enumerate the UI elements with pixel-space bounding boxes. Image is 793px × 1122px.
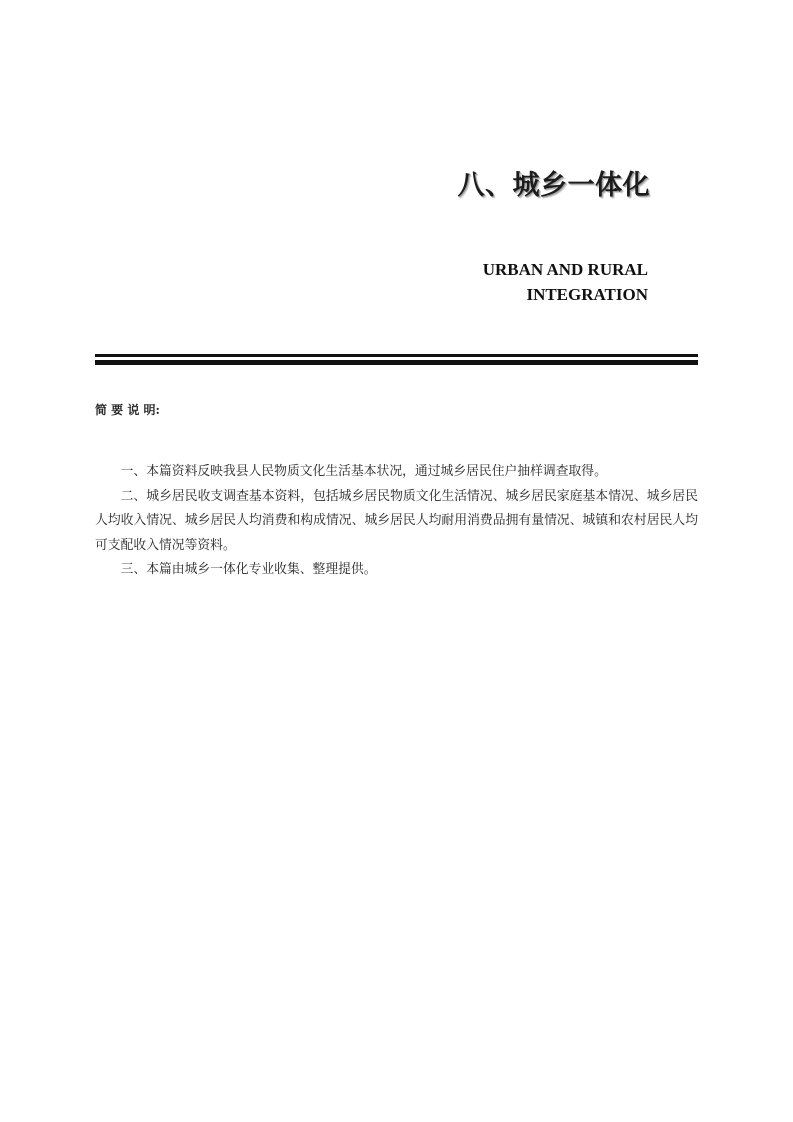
chapter-title-english-line-1: URBAN AND RURAL <box>482 260 648 279</box>
chapter-title-english-line-2: INTEGRATION <box>526 285 648 304</box>
divider-thick-rule <box>95 360 698 365</box>
notes-paragraph-2: 二、城乡居民收支调查基本资料，包括城乡居民物质文化生活情况、城乡居民家庭基本情况、城乡居民人均收入情况、城乡居民人均消费和构成情况、城乡居民人均耐用消费品拥有量情况、城镇和农村居民人均可支配收入情况等资料。 <box>95 488 698 553</box>
notes-body <box>95 460 698 583</box>
notes-heading: 简 要 说 明: <box>95 403 160 417</box>
divider-thin-rule <box>95 354 698 357</box>
notes-paragraph-1: 一、本篇资料反映我县人民物质文化生活基本状况，通过城乡居民住户抽样调查取得。 <box>120 464 607 479</box>
notes-paragraph-3: 三、本篇由城乡一体化专业收集、整理提供。 <box>120 562 377 577</box>
chapter-title-english <box>483 257 648 307</box>
chapter-title-chinese: 八、城乡一体化 <box>457 170 650 201</box>
